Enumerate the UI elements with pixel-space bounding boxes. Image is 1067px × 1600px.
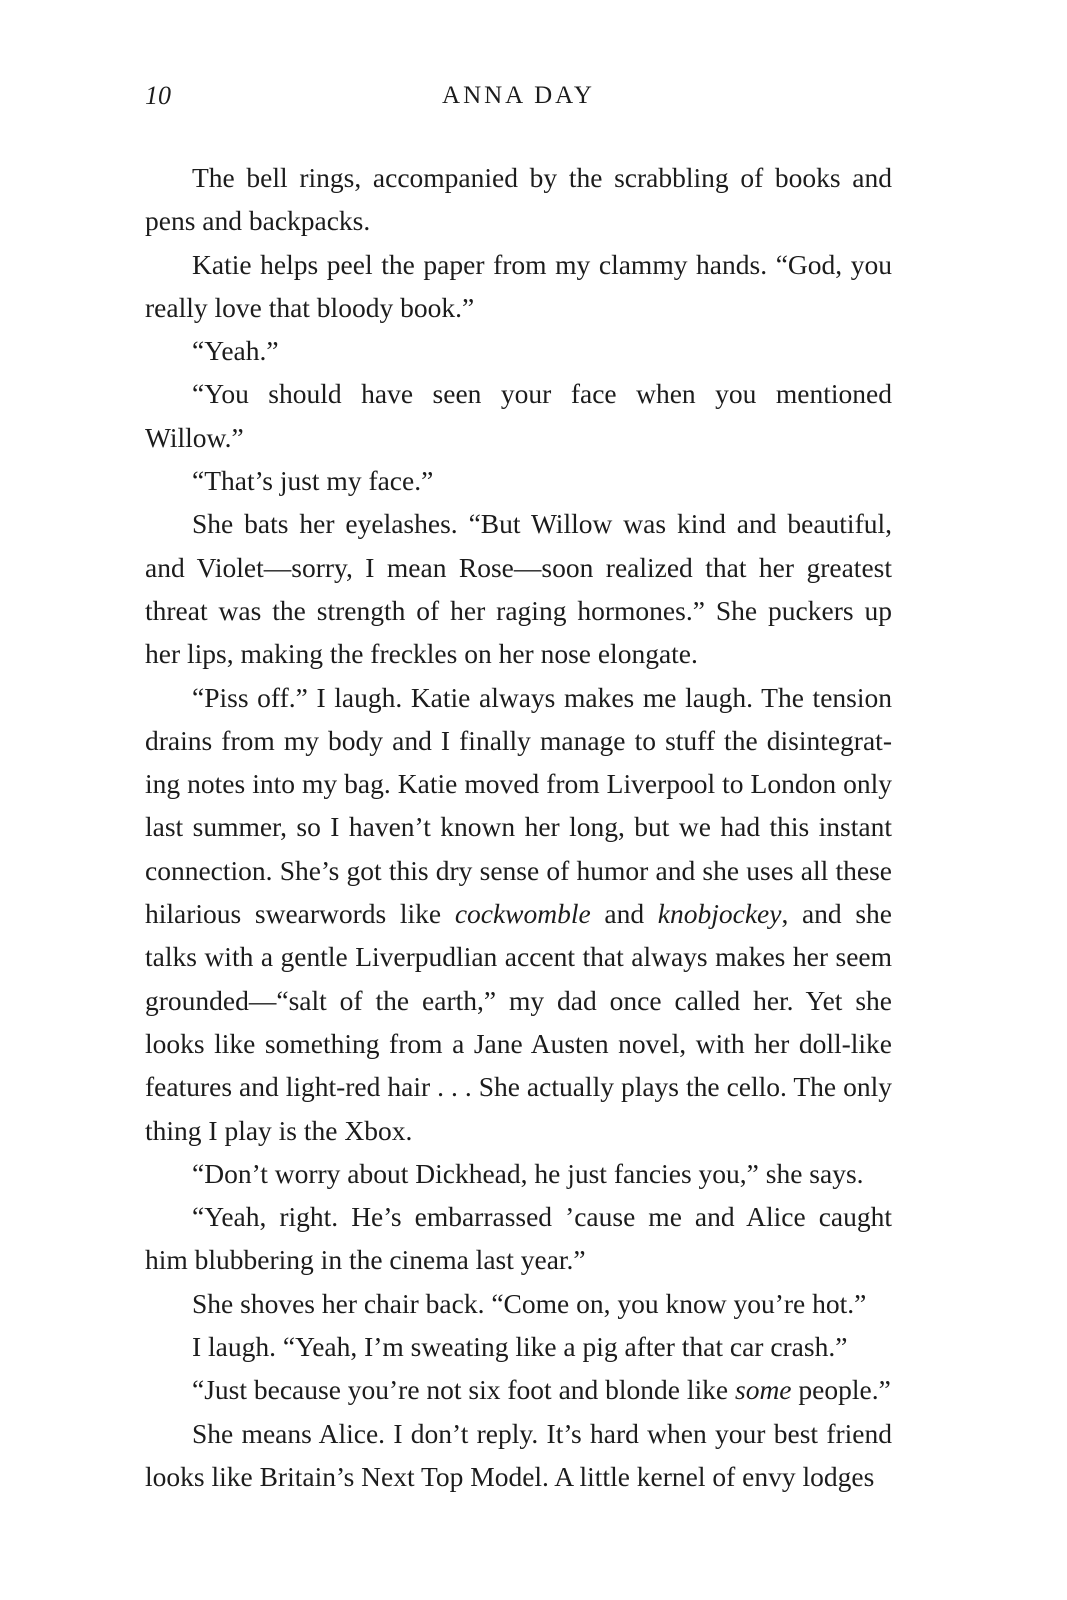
paragraph: “Yeah, right. He’s embarrassed ’cause me and Alice caught him blubbering in the cinema last year.” (145, 1201, 892, 1276)
paragraph: “Yeah.” (192, 335, 279, 367)
paragraph: “Don’t worry about Dickhead, he just fancies you,” she says. (192, 1157, 864, 1189)
paragraph: She shoves her chair back. “Come on, you know you’re hot.” (192, 1287, 867, 1319)
paragraph: “Just because you’re not six foot and blonde like some people.” (192, 1374, 891, 1406)
italic-word: cockwomble (454, 898, 591, 930)
italic-word: some (735, 1374, 792, 1406)
italic-word: knobjockey (657, 898, 782, 930)
running-title: ANNA DAY (442, 82, 595, 109)
paragraph: The bell rings, accompanied by the scrabbling of books and pens and backpacks. (145, 162, 892, 237)
paragraph: “You should have seen your face when you mentioned Willow.” (145, 378, 892, 453)
page-number: 10 (145, 81, 171, 110)
paragraph: She means Alice. I don’t reply. It’s hard when your best friend looks like Britain’s Next Top Model. A little kernel of envy lodges (145, 1417, 892, 1492)
running-header (145, 76, 892, 116)
paragraph: “Piss off.” I laugh. Katie always makes me laugh. The tension drains from my body and I finally manage to stuff the disintegrating notes into my bag. Katie moved from Liverpool to London only last summer, so I haven’t known her long, but we had this instant connection. She’s got this dry sense of humor and she uses all these hilarious swearwords like cockwomble and knobjockey, and she talks with a gentle Liverpudlian accent that always makes her seem grounded—“salt of the earth,” my dad once called her. Yet she looks like something from a Jane Austen novel, with her doll-like features and light-red hair . . . She actually plays the cello. The only thing I play is the Xbox. (145, 681, 892, 1146)
paragraph: “That’s just my face.” (192, 465, 434, 497)
paragraph: She bats her eyelashes. “But Willow was kind and beautiful, and Violet—sorry, I mean Rose—soon realized that her greatest threat was the strength of her raging hormones.” She puckers up her lips, making the freckles on her nose elongate. (145, 508, 892, 670)
body-text (145, 156, 892, 1498)
paragraph: Katie helps peel the paper from my clammy hands. “God, you really love that bloody book.” (145, 248, 892, 323)
paragraph: I laugh. “Yeah, I’m sweating like a pig after that car crash.” (192, 1331, 848, 1363)
